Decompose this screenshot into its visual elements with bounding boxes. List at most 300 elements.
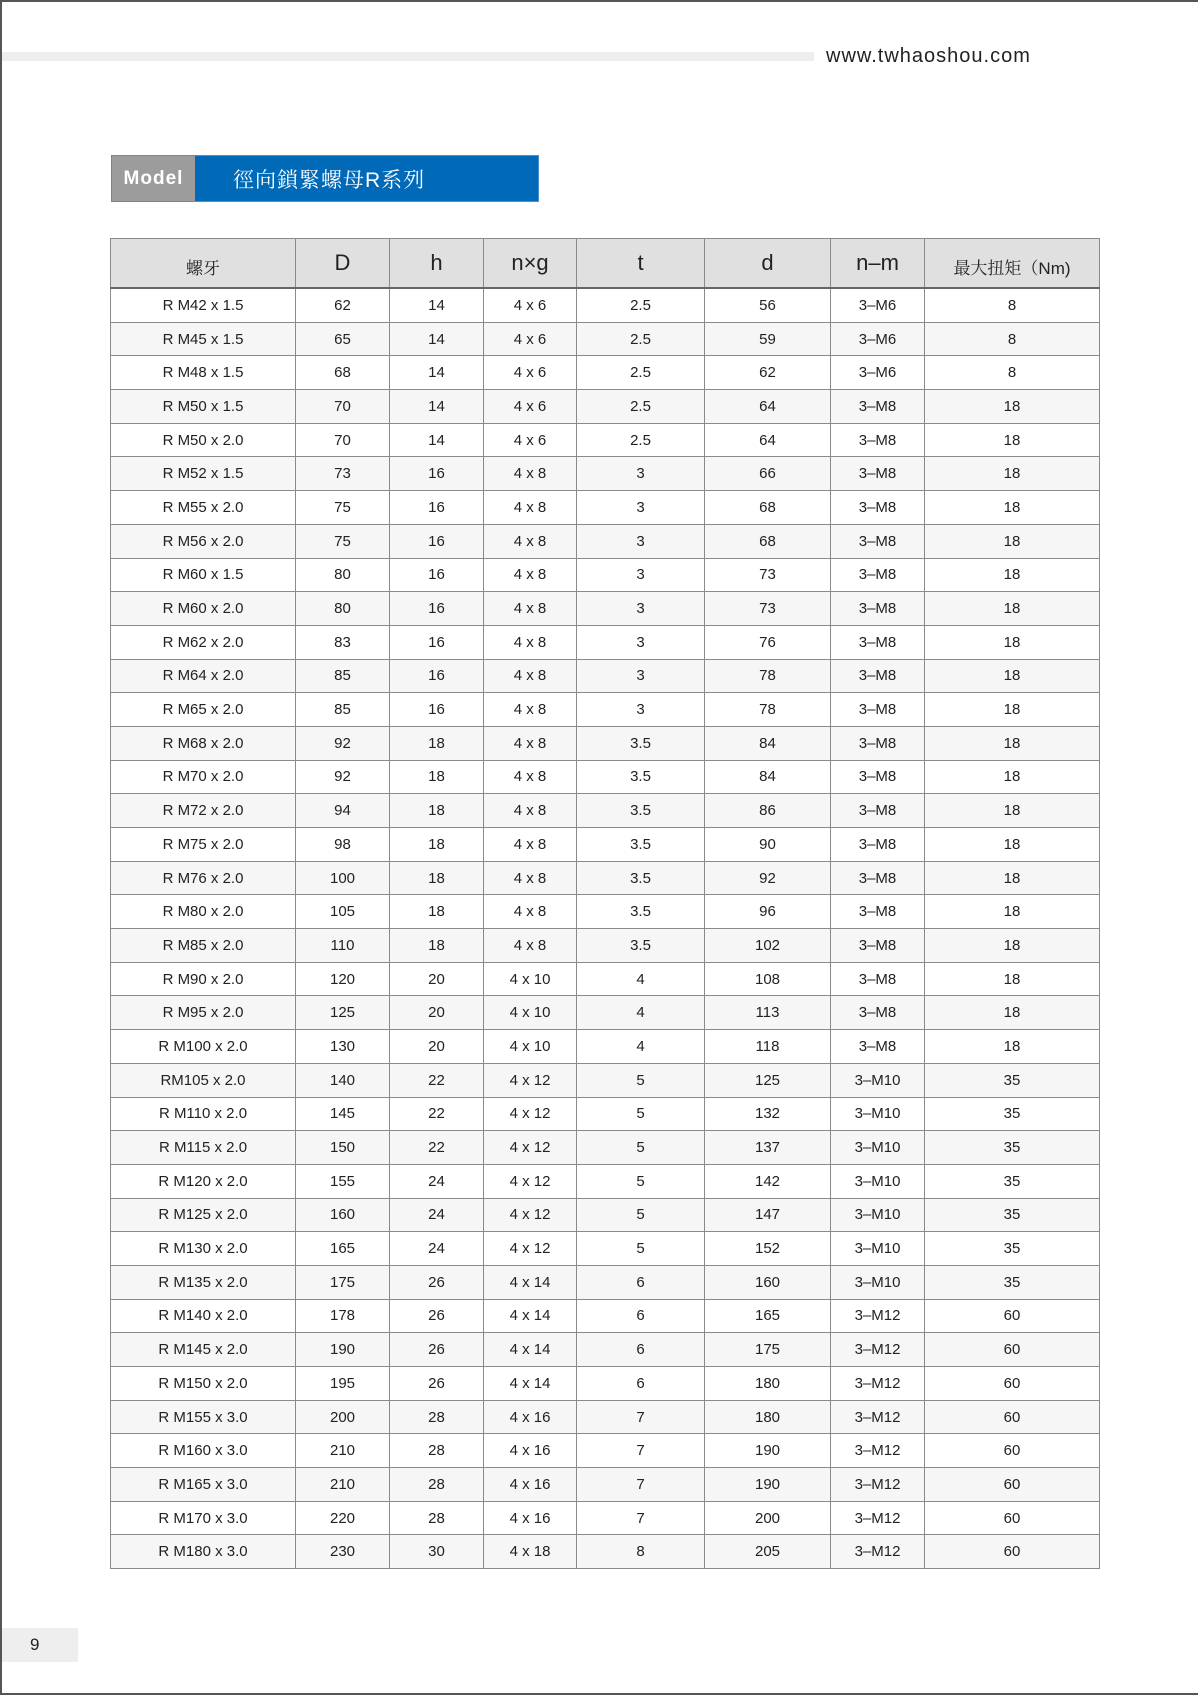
cell-thread: R M165 x 3.0 bbox=[111, 1468, 296, 1502]
cell-t: 2.5 bbox=[577, 356, 705, 390]
cell-d: 113 bbox=[705, 996, 831, 1030]
cell-max-torque: 18 bbox=[925, 524, 1100, 558]
cell-t: 3 bbox=[577, 491, 705, 525]
cell-t: 5 bbox=[577, 1232, 705, 1266]
cell-d: 180 bbox=[705, 1400, 831, 1434]
cell-d: 165 bbox=[705, 1299, 831, 1333]
cell-D: 73 bbox=[296, 457, 390, 491]
cell-h: 14 bbox=[390, 288, 484, 322]
table-row bbox=[111, 1265, 1100, 1299]
cell-h: 26 bbox=[390, 1265, 484, 1299]
cell-t: 3 bbox=[577, 592, 705, 626]
cell-h: 22 bbox=[390, 1131, 484, 1165]
cell-nxg: 4 x 10 bbox=[484, 1030, 577, 1064]
cell-thread: R M95 x 2.0 bbox=[111, 996, 296, 1030]
cell-thread: R M68 x 2.0 bbox=[111, 726, 296, 760]
cell-d: 56 bbox=[705, 288, 831, 322]
cell-d: 102 bbox=[705, 929, 831, 963]
cell-D: 68 bbox=[296, 356, 390, 390]
cell-nxg: 4 x 8 bbox=[484, 895, 577, 929]
cell-nxg: 4 x 10 bbox=[484, 962, 577, 996]
cell-n-m: 3–M12 bbox=[831, 1535, 925, 1569]
cell-d: 180 bbox=[705, 1367, 831, 1401]
cell-D: 70 bbox=[296, 390, 390, 424]
cell-thread: R M72 x 2.0 bbox=[111, 794, 296, 828]
cell-d: 142 bbox=[705, 1164, 831, 1198]
table-row bbox=[111, 1400, 1100, 1434]
cell-max-torque: 18 bbox=[925, 794, 1100, 828]
cell-max-torque: 18 bbox=[925, 895, 1100, 929]
cell-d: 92 bbox=[705, 861, 831, 895]
cell-h: 20 bbox=[390, 1030, 484, 1064]
table-row bbox=[111, 1468, 1100, 1502]
cell-t: 4 bbox=[577, 996, 705, 1030]
cell-h: 18 bbox=[390, 895, 484, 929]
cell-max-torque: 18 bbox=[925, 996, 1100, 1030]
cell-thread: R M140 x 2.0 bbox=[111, 1299, 296, 1333]
cell-thread: RM105 x 2.0 bbox=[111, 1063, 296, 1097]
cell-nxg: 4 x 6 bbox=[484, 322, 577, 356]
cell-max-torque: 60 bbox=[925, 1468, 1100, 1502]
cell-D: 100 bbox=[296, 861, 390, 895]
cell-t: 8 bbox=[577, 1535, 705, 1569]
table-row bbox=[111, 794, 1100, 828]
cell-t: 3.5 bbox=[577, 726, 705, 760]
cell-max-torque: 18 bbox=[925, 390, 1100, 424]
cell-max-torque: 35 bbox=[925, 1164, 1100, 1198]
cell-max-torque: 18 bbox=[925, 726, 1100, 760]
model-label: Model bbox=[112, 156, 195, 201]
column-header-h: h bbox=[390, 239, 484, 289]
table-row bbox=[111, 592, 1100, 626]
cell-n-m: 3–M8 bbox=[831, 726, 925, 760]
cell-d: 190 bbox=[705, 1468, 831, 1502]
cell-max-torque: 18 bbox=[925, 828, 1100, 862]
cell-D: 190 bbox=[296, 1333, 390, 1367]
cell-h: 20 bbox=[390, 996, 484, 1030]
cell-D: 175 bbox=[296, 1265, 390, 1299]
table-row bbox=[111, 1434, 1100, 1468]
cell-d: 78 bbox=[705, 659, 831, 693]
table-row bbox=[111, 625, 1100, 659]
page-number: 9 bbox=[2, 1628, 78, 1662]
cell-n-m: 3–M8 bbox=[831, 895, 925, 929]
cell-nxg: 4 x 18 bbox=[484, 1535, 577, 1569]
cell-d: 84 bbox=[705, 726, 831, 760]
cell-t: 3 bbox=[577, 457, 705, 491]
table-row bbox=[111, 1063, 1100, 1097]
table-row bbox=[111, 457, 1100, 491]
cell-nxg: 4 x 8 bbox=[484, 457, 577, 491]
cell-h: 26 bbox=[390, 1299, 484, 1333]
cell-h: 22 bbox=[390, 1063, 484, 1097]
cell-D: 155 bbox=[296, 1164, 390, 1198]
cell-nxg: 4 x 8 bbox=[484, 592, 577, 626]
column-header-max-torque: 最大扭矩（Nm) bbox=[925, 239, 1100, 289]
table-row bbox=[111, 996, 1100, 1030]
table-row bbox=[111, 861, 1100, 895]
cell-max-torque: 60 bbox=[925, 1400, 1100, 1434]
cell-D: 140 bbox=[296, 1063, 390, 1097]
spec-table bbox=[110, 238, 1100, 1569]
cell-d: 147 bbox=[705, 1198, 831, 1232]
cell-h: 16 bbox=[390, 659, 484, 693]
cell-h: 18 bbox=[390, 861, 484, 895]
cell-thread: R M65 x 2.0 bbox=[111, 693, 296, 727]
cell-D: 125 bbox=[296, 996, 390, 1030]
cell-h: 18 bbox=[390, 828, 484, 862]
cell-n-m: 3–M12 bbox=[831, 1299, 925, 1333]
cell-t: 5 bbox=[577, 1198, 705, 1232]
cell-max-torque: 60 bbox=[925, 1367, 1100, 1401]
cell-D: 70 bbox=[296, 423, 390, 457]
cell-d: 73 bbox=[705, 558, 831, 592]
cell-nxg: 4 x 14 bbox=[484, 1265, 577, 1299]
table-row bbox=[111, 524, 1100, 558]
cell-n-m: 3–M8 bbox=[831, 524, 925, 558]
cell-t: 5 bbox=[577, 1164, 705, 1198]
cell-nxg: 4 x 8 bbox=[484, 524, 577, 558]
table-row bbox=[111, 1030, 1100, 1064]
cell-thread: R M76 x 2.0 bbox=[111, 861, 296, 895]
cell-D: 150 bbox=[296, 1131, 390, 1165]
cell-nxg: 4 x 8 bbox=[484, 659, 577, 693]
cell-t: 4 bbox=[577, 1030, 705, 1064]
table-row bbox=[111, 491, 1100, 525]
cell-n-m: 3–M12 bbox=[831, 1434, 925, 1468]
table-header-row bbox=[111, 239, 1100, 289]
table-row bbox=[111, 1333, 1100, 1367]
cell-thread: R M100 x 2.0 bbox=[111, 1030, 296, 1064]
cell-n-m: 3–M8 bbox=[831, 558, 925, 592]
table-row bbox=[111, 322, 1100, 356]
cell-n-m: 3–M10 bbox=[831, 1265, 925, 1299]
cell-d: 64 bbox=[705, 423, 831, 457]
cell-D: 94 bbox=[296, 794, 390, 828]
cell-D: 80 bbox=[296, 558, 390, 592]
cell-max-torque: 35 bbox=[925, 1265, 1100, 1299]
cell-D: 80 bbox=[296, 592, 390, 626]
table-row bbox=[111, 1198, 1100, 1232]
cell-nxg: 4 x 6 bbox=[484, 288, 577, 322]
column-header-n-m: n–m bbox=[831, 239, 925, 289]
cell-n-m: 3–M10 bbox=[831, 1232, 925, 1266]
cell-h: 14 bbox=[390, 356, 484, 390]
cell-d: 175 bbox=[705, 1333, 831, 1367]
cell-h: 20 bbox=[390, 962, 484, 996]
cell-h: 16 bbox=[390, 558, 484, 592]
cell-h: 28 bbox=[390, 1434, 484, 1468]
cell-d: 190 bbox=[705, 1434, 831, 1468]
cell-d: 152 bbox=[705, 1232, 831, 1266]
website-url: www.twhaoshou.com bbox=[826, 45, 1031, 67]
cell-max-torque: 18 bbox=[925, 861, 1100, 895]
table-row bbox=[111, 1097, 1100, 1131]
cell-max-torque: 18 bbox=[925, 760, 1100, 794]
cell-thread: R M160 x 3.0 bbox=[111, 1434, 296, 1468]
cell-t: 7 bbox=[577, 1501, 705, 1535]
cell-t: 2.5 bbox=[577, 423, 705, 457]
cell-nxg: 4 x 14 bbox=[484, 1333, 577, 1367]
cell-nxg: 4 x 8 bbox=[484, 558, 577, 592]
cell-d: 118 bbox=[705, 1030, 831, 1064]
cell-max-torque: 35 bbox=[925, 1198, 1100, 1232]
cell-D: 62 bbox=[296, 288, 390, 322]
cell-thread: R M135 x 2.0 bbox=[111, 1265, 296, 1299]
cell-nxg: 4 x 8 bbox=[484, 491, 577, 525]
table-row bbox=[111, 1164, 1100, 1198]
table-row bbox=[111, 962, 1100, 996]
cell-max-torque: 60 bbox=[925, 1501, 1100, 1535]
cell-n-m: 3–M10 bbox=[831, 1198, 925, 1232]
cell-D: 105 bbox=[296, 895, 390, 929]
table-row bbox=[111, 929, 1100, 963]
table-row bbox=[111, 760, 1100, 794]
cell-n-m: 3–M8 bbox=[831, 390, 925, 424]
cell-t: 3 bbox=[577, 625, 705, 659]
cell-t: 7 bbox=[577, 1434, 705, 1468]
cell-nxg: 4 x 16 bbox=[484, 1468, 577, 1502]
cell-d: 200 bbox=[705, 1501, 831, 1535]
table-row bbox=[111, 356, 1100, 390]
cell-thread: R M85 x 2.0 bbox=[111, 929, 296, 963]
cell-max-torque: 60 bbox=[925, 1333, 1100, 1367]
table-row bbox=[111, 895, 1100, 929]
cell-h: 16 bbox=[390, 592, 484, 626]
cell-t: 3 bbox=[577, 659, 705, 693]
cell-n-m: 3–M8 bbox=[831, 760, 925, 794]
cell-t: 3 bbox=[577, 524, 705, 558]
cell-thread: R M180 x 3.0 bbox=[111, 1535, 296, 1569]
cell-D: 165 bbox=[296, 1232, 390, 1266]
cell-thread: R M60 x 2.0 bbox=[111, 592, 296, 626]
cell-h: 30 bbox=[390, 1535, 484, 1569]
cell-h: 26 bbox=[390, 1333, 484, 1367]
cell-h: 24 bbox=[390, 1198, 484, 1232]
cell-max-torque: 18 bbox=[925, 962, 1100, 996]
cell-n-m: 3–M12 bbox=[831, 1333, 925, 1367]
table-row bbox=[111, 288, 1100, 322]
cell-thread: R M50 x 2.0 bbox=[111, 423, 296, 457]
table-body bbox=[111, 288, 1100, 1569]
cell-D: 195 bbox=[296, 1367, 390, 1401]
cell-h: 14 bbox=[390, 390, 484, 424]
cell-t: 6 bbox=[577, 1333, 705, 1367]
column-header-d: d bbox=[705, 239, 831, 289]
cell-D: 145 bbox=[296, 1097, 390, 1131]
cell-D: 210 bbox=[296, 1434, 390, 1468]
cell-max-torque: 8 bbox=[925, 288, 1100, 322]
cell-nxg: 4 x 8 bbox=[484, 625, 577, 659]
cell-h: 16 bbox=[390, 524, 484, 558]
cell-thread: R M50 x 1.5 bbox=[111, 390, 296, 424]
cell-thread: R M125 x 2.0 bbox=[111, 1198, 296, 1232]
cell-thread: R M56 x 2.0 bbox=[111, 524, 296, 558]
cell-d: 76 bbox=[705, 625, 831, 659]
cell-thread: R M170 x 3.0 bbox=[111, 1501, 296, 1535]
cell-nxg: 4 x 12 bbox=[484, 1131, 577, 1165]
cell-h: 16 bbox=[390, 457, 484, 491]
cell-nxg: 4 x 12 bbox=[484, 1198, 577, 1232]
cell-thread: R M52 x 1.5 bbox=[111, 457, 296, 491]
cell-n-m: 3–M6 bbox=[831, 356, 925, 390]
cell-thread: R M90 x 2.0 bbox=[111, 962, 296, 996]
cell-nxg: 4 x 8 bbox=[484, 861, 577, 895]
cell-thread: R M150 x 2.0 bbox=[111, 1367, 296, 1401]
cell-t: 6 bbox=[577, 1299, 705, 1333]
cell-max-torque: 18 bbox=[925, 693, 1100, 727]
cell-nxg: 4 x 12 bbox=[484, 1063, 577, 1097]
column-header-thread: 螺牙 bbox=[111, 239, 296, 289]
cell-D: 85 bbox=[296, 693, 390, 727]
cell-D: 75 bbox=[296, 524, 390, 558]
cell-max-torque: 18 bbox=[925, 1030, 1100, 1064]
cell-max-torque: 18 bbox=[925, 592, 1100, 626]
cell-nxg: 4 x 16 bbox=[484, 1434, 577, 1468]
cell-d: 205 bbox=[705, 1535, 831, 1569]
cell-nxg: 4 x 6 bbox=[484, 390, 577, 424]
cell-n-m: 3–M10 bbox=[831, 1063, 925, 1097]
cell-max-torque: 35 bbox=[925, 1232, 1100, 1266]
cell-thread: R M115 x 2.0 bbox=[111, 1131, 296, 1165]
cell-max-torque: 60 bbox=[925, 1434, 1100, 1468]
cell-max-torque: 18 bbox=[925, 929, 1100, 963]
cell-nxg: 4 x 14 bbox=[484, 1367, 577, 1401]
cell-h: 26 bbox=[390, 1367, 484, 1401]
cell-D: 98 bbox=[296, 828, 390, 862]
table-row bbox=[111, 828, 1100, 862]
cell-d: 96 bbox=[705, 895, 831, 929]
cell-n-m: 3–M12 bbox=[831, 1400, 925, 1434]
cell-thread: R M70 x 2.0 bbox=[111, 760, 296, 794]
cell-h: 28 bbox=[390, 1400, 484, 1434]
cell-nxg: 4 x 16 bbox=[484, 1400, 577, 1434]
column-header-t: t bbox=[577, 239, 705, 289]
cell-n-m: 3–M6 bbox=[831, 322, 925, 356]
cell-t: 6 bbox=[577, 1367, 705, 1401]
table-row bbox=[111, 1535, 1100, 1569]
table-row bbox=[111, 558, 1100, 592]
cell-d: 90 bbox=[705, 828, 831, 862]
cell-max-torque: 60 bbox=[925, 1299, 1100, 1333]
table-row bbox=[111, 1501, 1100, 1535]
table-row bbox=[111, 1232, 1100, 1266]
cell-nxg: 4 x 6 bbox=[484, 423, 577, 457]
cell-d: 160 bbox=[705, 1265, 831, 1299]
cell-d: 64 bbox=[705, 390, 831, 424]
cell-thread: R M130 x 2.0 bbox=[111, 1232, 296, 1266]
cell-max-torque: 35 bbox=[925, 1063, 1100, 1097]
cell-n-m: 3–M8 bbox=[831, 423, 925, 457]
cell-t: 2.5 bbox=[577, 322, 705, 356]
cell-D: 83 bbox=[296, 625, 390, 659]
cell-nxg: 4 x 8 bbox=[484, 693, 577, 727]
table-row bbox=[111, 1367, 1100, 1401]
cell-nxg: 4 x 12 bbox=[484, 1097, 577, 1131]
cell-nxg: 4 x 8 bbox=[484, 760, 577, 794]
cell-d: 125 bbox=[705, 1063, 831, 1097]
cell-nxg: 4 x 8 bbox=[484, 794, 577, 828]
cell-thread: R M42 x 1.5 bbox=[111, 288, 296, 322]
cell-max-torque: 18 bbox=[925, 491, 1100, 525]
cell-D: 230 bbox=[296, 1535, 390, 1569]
cell-thread: R M120 x 2.0 bbox=[111, 1164, 296, 1198]
cell-h: 28 bbox=[390, 1468, 484, 1502]
cell-n-m: 3–M8 bbox=[831, 625, 925, 659]
cell-d: 108 bbox=[705, 962, 831, 996]
model-banner bbox=[111, 155, 539, 202]
cell-h: 24 bbox=[390, 1232, 484, 1266]
cell-D: 160 bbox=[296, 1198, 390, 1232]
cell-thread: R M75 x 2.0 bbox=[111, 828, 296, 862]
cell-h: 18 bbox=[390, 760, 484, 794]
cell-thread: R M80 x 2.0 bbox=[111, 895, 296, 929]
cell-max-torque: 18 bbox=[925, 457, 1100, 491]
cell-t: 7 bbox=[577, 1468, 705, 1502]
cell-nxg: 4 x 10 bbox=[484, 996, 577, 1030]
cell-thread: R M155 x 3.0 bbox=[111, 1400, 296, 1434]
cell-d: 132 bbox=[705, 1097, 831, 1131]
cell-h: 28 bbox=[390, 1501, 484, 1535]
table-row bbox=[111, 726, 1100, 760]
cell-max-torque: 35 bbox=[925, 1097, 1100, 1131]
cell-h: 16 bbox=[390, 625, 484, 659]
cell-max-torque: 18 bbox=[925, 659, 1100, 693]
cell-nxg: 4 x 6 bbox=[484, 356, 577, 390]
cell-d: 78 bbox=[705, 693, 831, 727]
cell-D: 120 bbox=[296, 962, 390, 996]
cell-t: 3.5 bbox=[577, 895, 705, 929]
table-row bbox=[111, 1299, 1100, 1333]
table-row bbox=[111, 423, 1100, 457]
cell-max-torque: 8 bbox=[925, 356, 1100, 390]
cell-nxg: 4 x 12 bbox=[484, 1164, 577, 1198]
cell-n-m: 3–M8 bbox=[831, 457, 925, 491]
cell-t: 2.5 bbox=[577, 288, 705, 322]
cell-thread: R M145 x 2.0 bbox=[111, 1333, 296, 1367]
cell-D: 75 bbox=[296, 491, 390, 525]
cell-n-m: 3–M10 bbox=[831, 1131, 925, 1165]
cell-n-m: 3–M8 bbox=[831, 996, 925, 1030]
cell-n-m: 3–M8 bbox=[831, 794, 925, 828]
cell-n-m: 3–M8 bbox=[831, 491, 925, 525]
cell-n-m: 3–M8 bbox=[831, 592, 925, 626]
cell-thread: R M45 x 1.5 bbox=[111, 322, 296, 356]
cell-max-torque: 18 bbox=[925, 625, 1100, 659]
cell-D: 85 bbox=[296, 659, 390, 693]
header-bar bbox=[2, 52, 814, 61]
cell-max-torque: 18 bbox=[925, 423, 1100, 457]
cell-d: 59 bbox=[705, 322, 831, 356]
cell-n-m: 3–M8 bbox=[831, 1030, 925, 1064]
cell-thread: R M110 x 2.0 bbox=[111, 1097, 296, 1131]
cell-D: 92 bbox=[296, 760, 390, 794]
cell-nxg: 4 x 16 bbox=[484, 1501, 577, 1535]
cell-nxg: 4 x 8 bbox=[484, 726, 577, 760]
cell-n-m: 3–M8 bbox=[831, 929, 925, 963]
cell-t: 3 bbox=[577, 693, 705, 727]
cell-n-m: 3–M10 bbox=[831, 1164, 925, 1198]
cell-D: 130 bbox=[296, 1030, 390, 1064]
cell-n-m: 3–M8 bbox=[831, 861, 925, 895]
cell-n-m: 3–M6 bbox=[831, 288, 925, 322]
cell-max-torque: 35 bbox=[925, 1131, 1100, 1165]
cell-n-m: 3–M12 bbox=[831, 1468, 925, 1502]
cell-thread: R M62 x 2.0 bbox=[111, 625, 296, 659]
cell-t: 3.5 bbox=[577, 861, 705, 895]
cell-max-torque: 18 bbox=[925, 558, 1100, 592]
cell-t: 5 bbox=[577, 1131, 705, 1165]
